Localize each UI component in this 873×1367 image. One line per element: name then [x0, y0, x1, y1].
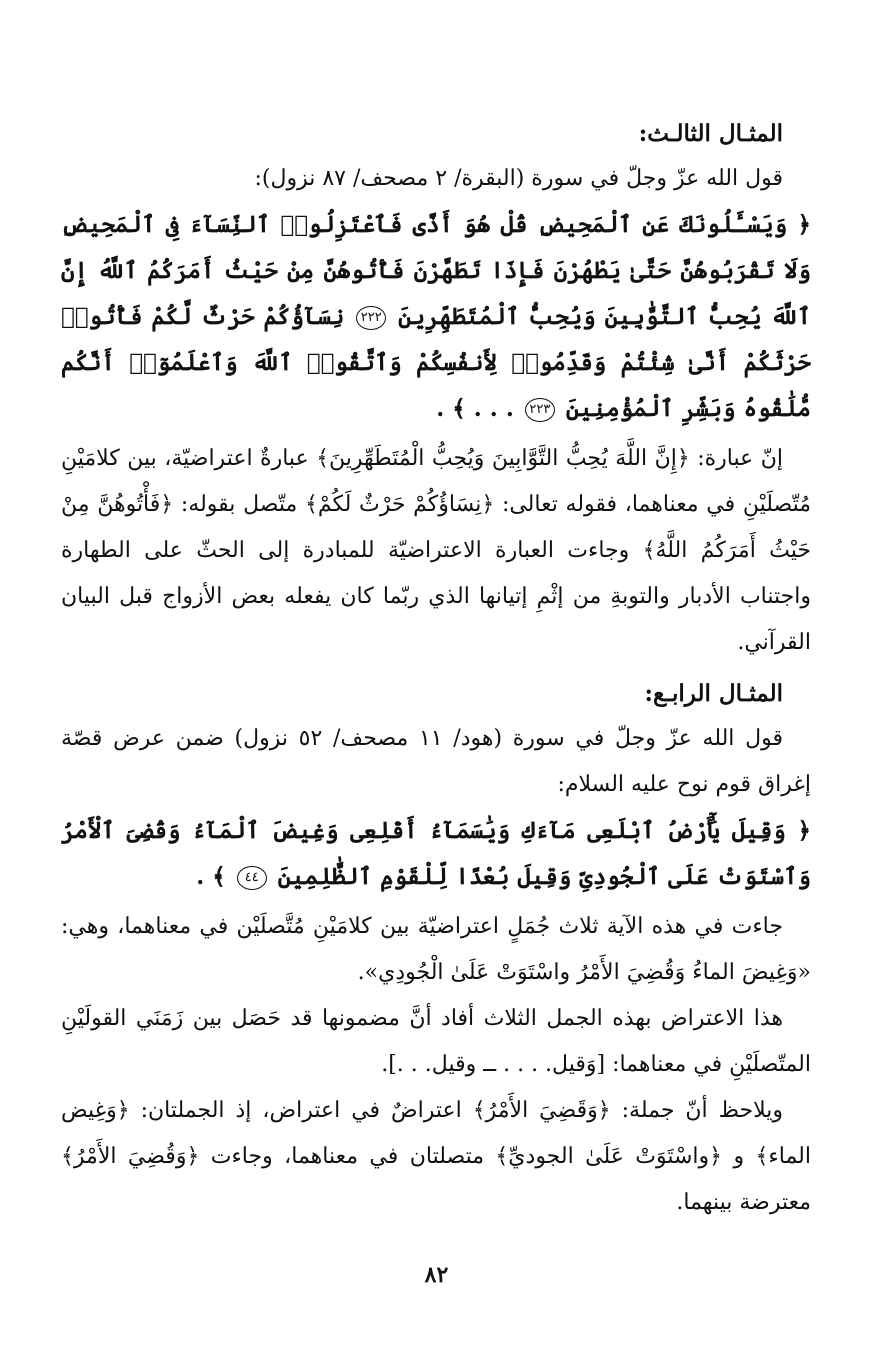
quran-verse — [61, 808, 811, 900]
verse-text-continued: نِسَآؤُكُمْ حَرْثٌ لَّكُمْ فَأْتُوا۟ حَرْثَكُمْ أَنَّىٰ شِئْتُمْ وَقَدِّمُوا۟ لِأَنفُسِكُمْ وَٱتَّقُوا۟ ٱللَّهَ وَٱعْلَمُوٓا۟ أَنَّكُم مُّلَٰقُوهُ وَبَشِّرِ ٱلْمُؤْمِنِينَ — [61, 303, 811, 422]
verse-close-bracket: . . . ﴾ . — [436, 395, 514, 422]
example-four — [61, 672, 811, 1226]
intro-paragraph: قول الله عزّ وجلّ في سورة (هود/ ١١ مصحف/ ٥٢ نزول) ضمن عرض قصّة إغراق قوم نوح عليه السلام: — [61, 726, 811, 797]
section-heading: المثـال الثالـث: — [638, 120, 783, 147]
verse-text: وَقِيلَ يَٰٓأَرْضُ ٱبْلَعِى مَآءَكِ وَيَٰسَمَآءُ أَقْلِعِى وَغِيضَ ٱلْمَآءُ وَقُضِىَ ٱلْأَمْرُ وَٱسْتَوَتْ عَلَى ٱلْجُودِىِّ وَقِيلَ بُعْدًا لِّلْقَوْمِ ٱلظَّٰلِمِينَ — [61, 817, 811, 890]
commentary-paragraph: هذا الاعتراض بهذه الجمل الثلاث أفاد أنَّ مضمونها قد حَصَل بين زَمَنَي القولَيْنِ المتّصلَيْنِ في معناهما: [وَقيل. . . . ــ وقيل. . .]. — [61, 1006, 811, 1077]
commentary-paragraph: إنّ عبارة: ﴿إِنَّ اللَّهَ يُحِبُّ التَّوَّابِينَ وَيُحِبُّ الْمُتَطَهِّرِينَ﴾ عبارةٌ اعتراضيّة، بين كلامَيْنِ مُتّصلَيْنِ في معناهما، فقوله تعالى: ﴿نِسَاؤُكُمْ حَرْثٌ لَكُمْ﴾ متّصل بقوله: ﴿فَأْتُوهُنَّ مِنْ حَيْثُ أَمَرَكُمُ اللَّهُ﴾ وجاءت العبارة الاعتراضيّة للمبادرة إلى الحثّ على الطهارة واجتناب الأدبار والتوبةِ من إثْمِ إتيانها الذي ربّما كان يفعله بعض الأزواج قبل البيان القرآني. — [61, 446, 811, 655]
verse-open-bracket: ﴿ — [797, 211, 811, 238]
verse-open-bracket: ﴿ — [797, 817, 811, 844]
quran-verse — [61, 202, 811, 432]
section-heading: المثـال الرابـع: — [644, 680, 783, 707]
commentary-paragraph: جاءت في هذه الآية ثلاث جُمَلٍ اعتراضيّة بين كلامَيْنِ مُتَّصلَيْن في معناهما، وهي: «وَغِيضَ الماءُ وَقُضِيَ الأَمْرُ واسْتَوَتْ عَلَىٰ الْجُودِي». — [61, 914, 811, 985]
ayah-number-marker: ٢٢٣ — [525, 398, 555, 422]
page-number: ٨٢ — [424, 1262, 449, 1288]
book-page — [61, 112, 811, 1226]
ayah-number-marker: ٤٤ — [237, 866, 267, 890]
commentary-paragraph: ويلاحظ أنّ جملة: ﴿وَقَضِيَ الأَمْرُ﴾ اعتراضٌ في اعتراض، إذ الجملتان: ﴿وَغِيض الماء﴾ و ﴿واسْتَوَتْ عَلَىٰ الجوديِّ﴾ متصلتان في معناهما، وجاءت ﴿وَقُضِيَ الأَمْرُ﴾ معترضة بينهما. — [61, 1098, 811, 1215]
ayah-number-marker: ٢٢٢ — [356, 306, 386, 330]
verse-close-bracket: ﴾ . — [196, 863, 226, 890]
example-three — [61, 112, 811, 666]
verse-text: وَيَسْـَٔلُونَكَ عَنِ ٱلْمَحِيضِ قُلْ هُوَ أَذًى فَٱعْتَزِلُوا۟ ٱلنِّسَآءَ فِى ٱلْمَحِيضِ وَلَا تَقْرَبُوهُنَّ حَتَّىٰ يَطْهُرْنَ فَإِذَا تَطَهَّرْنَ فَأْتُوهُنَّ مِنْ حَيْثُ أَمَرَكُمُ ٱللَّهُ إِنَّ ٱللَّهَ يُحِبُّ ٱلتَّوَّٰبِينَ وَيُحِبُّ ٱلْمُتَطَهِّرِينَ — [61, 211, 812, 330]
intro-paragraph: قول الله عزّ وجلّ في سورة (البقرة/ ٢ مصحف/ ٨٧ نزول): — [254, 166, 783, 191]
